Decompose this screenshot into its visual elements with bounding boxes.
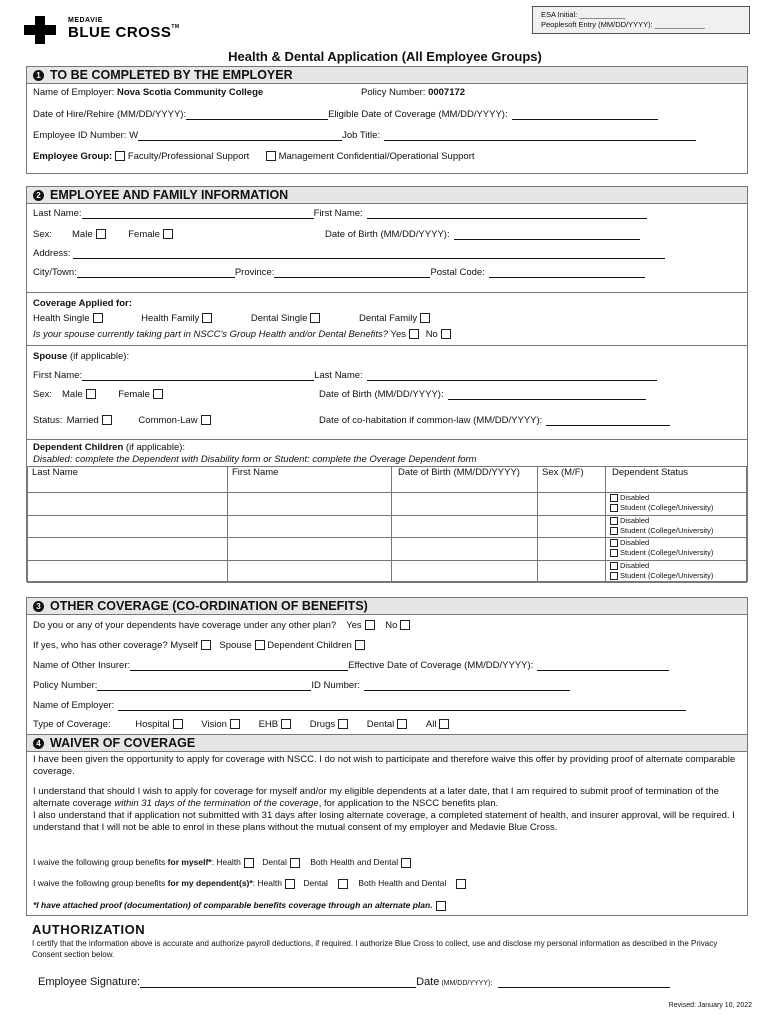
male-checkbox[interactable] — [96, 229, 106, 239]
table-row: Disabled Student (College/University) — [28, 493, 747, 516]
section-waiver — [26, 734, 748, 916]
blue-cross-logo-icon — [24, 16, 56, 44]
waive-dependent-row: I waive the following group benefits for my dependent(s)*: Health Dental Both Health and Dental — [33, 878, 466, 889]
employer-name-row: Name of Employer: Nova Scotia Community College — [33, 87, 264, 98]
authorization-title: AUTHORIZATION — [32, 922, 146, 937]
dependent-note: Disabled: complete the Dependent with Disability form or Student: complete the Overage Dependent form — [33, 454, 477, 465]
logo-blue-cross: BLUE CROSS™ — [68, 24, 180, 41]
spouse-sex-row: Sex: Male Female — [33, 389, 163, 400]
eligible-date-field[interactable] — [512, 110, 658, 120]
status-row: Status: Married Common-Law — [33, 415, 211, 426]
faculty-checkbox[interactable] — [115, 151, 125, 161]
employee-group-row: Employee Group: Faculty/Professional Support Management Confidential/Operational Support — [33, 151, 475, 162]
dental-family-checkbox[interactable] — [420, 313, 430, 323]
other-employer-field[interactable] — [118, 701, 686, 711]
spouse-yes-checkbox[interactable] — [409, 329, 419, 339]
section-employee-family — [26, 186, 748, 582]
dependent-children-checkbox[interactable] — [355, 640, 365, 650]
employee-id-row: Employee ID Number: W Job Title: — [33, 130, 696, 141]
spouse-name-row: First Name: Last Name: — [33, 370, 657, 381]
col-dob: Date of Birth (MM/DD/YYYY) — [392, 467, 538, 493]
date-field[interactable] — [498, 976, 670, 988]
employee-id-field[interactable] — [138, 131, 342, 141]
coverage-applied-title: Coverage Applied for: — [33, 298, 132, 309]
first-name-field[interactable] — [367, 209, 647, 219]
province-field[interactable] — [274, 268, 430, 278]
effective-date-field[interactable] — [537, 661, 669, 671]
name-row: Last Name: First Name: — [33, 208, 647, 219]
disabled-checkbox[interactable] — [610, 517, 618, 525]
policy-number-value: 0007172 — [428, 87, 466, 98]
waive-myself-row: I waive the following group benefits for myself*: Health Dental Both Health and Dental — [33, 857, 411, 868]
spouse-first-name-field[interactable] — [82, 371, 314, 381]
section-employer-heading: 1 TO BE COMPLETED BY THE EMPLOYER — [27, 67, 747, 84]
who-covered-row: If yes, who has other coverage? Myself Spouse Dependent Children — [33, 640, 365, 651]
hire-date-field[interactable] — [186, 110, 328, 120]
cohab-row: Date of co-habitation if common-law (MM/DD/YYYY): — [319, 415, 670, 426]
job-title-field[interactable] — [384, 131, 696, 141]
revised-date: Revised: January 10, 2022 — [668, 1002, 752, 1009]
city-field[interactable] — [77, 268, 235, 278]
section-other-coverage — [26, 597, 748, 734]
other-employer-row: Name of Employer: — [33, 700, 686, 711]
address-row: Address: — [33, 248, 665, 259]
waiver-paragraph-2: I understand that should I wish to apply for coverage for myself and/or my eligible dependents at a later date, that I am required to submit proof of termination of the alternate coverage within 31 days of the termination of the coverage, for application to the NSCC benefits plan. — [33, 786, 719, 809]
table-row: Disabled Student (College/University) — [28, 560, 747, 583]
proof-row: *I have attached proof (documentation) of comparable benefits coverage through an alternate plan. — [33, 900, 446, 911]
last-name-field[interactable] — [82, 209, 314, 219]
spouse-dob-field[interactable] — [448, 390, 646, 400]
drugs-checkbox[interactable] — [338, 719, 348, 729]
spouse-no-checkbox[interactable] — [441, 329, 451, 339]
insurer-field[interactable] — [130, 661, 348, 671]
waive-dependent-both-checkbox[interactable] — [456, 879, 466, 889]
section-employer — [26, 66, 748, 174]
waive-myself-both-checkbox[interactable] — [401, 858, 411, 868]
signature-field[interactable] — [140, 976, 416, 988]
waive-dependent-health-checkbox[interactable] — [285, 879, 295, 889]
other-policy-field[interactable] — [97, 681, 311, 691]
esa-box — [532, 6, 750, 34]
spouse-male-checkbox[interactable] — [86, 389, 96, 399]
student-checkbox[interactable] — [610, 527, 618, 535]
myself-checkbox[interactable] — [201, 640, 211, 650]
spouse-dob-row: Date of Birth (MM/DD/YYYY): — [319, 389, 646, 400]
table-row: Disabled Student (College/University) — [28, 538, 747, 561]
other-plan-no-checkbox[interactable] — [400, 620, 410, 630]
id-number-field[interactable] — [364, 681, 570, 691]
waiver-paragraph-3: I also understand that if application not submitted with 31 days after losing alternate coverage, a completed statement of health, and insurer approval, will be required. I understand that I will not be able to enrol in these plans without the mutual consent of my employer and Medavie Blue Cross. — [33, 810, 735, 833]
sex-row: Sex: Male Female — [33, 229, 173, 240]
waiver-paragraph-1: I have been given the opportunity to apply for coverage with NSCC. I do not wish to participate and therefore waive this offer by providing proof of alternate comparable coverage. — [33, 754, 736, 777]
student-checkbox[interactable] — [610, 504, 618, 512]
other-plan-row: Do you or any of your dependents have coverage under any other plan? Yes No — [33, 620, 410, 631]
waive-dependent-dental-checkbox[interactable] — [338, 879, 348, 889]
section-employee-heading: 2 EMPLOYEE AND FAMILY INFORMATION — [27, 187, 747, 204]
esa-initial[interactable]: ESA Initial: ___________ — [541, 10, 626, 19]
dob-field[interactable] — [454, 230, 640, 240]
col-first-name: First Name — [228, 467, 392, 493]
health-single-checkbox[interactable] — [93, 313, 103, 323]
hire-date-row: Date of Hire/Rehire (MM/DD/YYYY): Eligible Date of Coverage (MM/DD/YYYY): — [33, 109, 658, 120]
col-last-name: Last Name — [28, 467, 228, 493]
dob-row: Date of Birth (MM/DD/YYYY): — [325, 229, 640, 240]
peoplesoft-entry[interactable]: Peoplesoft Entry (MM/DD/YYYY): ____________ — [541, 20, 705, 29]
female-checkbox[interactable] — [163, 229, 173, 239]
postal-code-field[interactable] — [489, 268, 645, 278]
policy-id-row: Policy Number: ID Number: — [33, 680, 570, 691]
signature-row: Employee Signature: Date (MM/DD/YYYY): — [38, 976, 670, 988]
student-checkbox[interactable] — [610, 572, 618, 580]
col-sex: Sex (M/F) — [538, 467, 606, 493]
waive-myself-dental-checkbox[interactable] — [290, 858, 300, 868]
dental-single-checkbox[interactable] — [310, 313, 320, 323]
section-waiver-heading: 4 WAIVER OF COVERAGE — [27, 735, 747, 752]
col-status: Dependent Status — [606, 467, 747, 493]
city-row: City/Town: Province: Postal Code: — [33, 267, 645, 278]
ehb-checkbox[interactable] — [281, 719, 291, 729]
dependents-table — [27, 466, 747, 583]
all-checkbox[interactable] — [439, 719, 449, 729]
policy-number-row: Policy Number: 0007172 — [361, 87, 466, 98]
type-coverage-row: Type of Coverage: Hospital Vision EHB Drugs Dental All — [33, 719, 449, 730]
disabled-checkbox[interactable] — [610, 539, 618, 547]
employer-name-value: Nova Scotia Community College — [116, 87, 264, 98]
address-field[interactable] — [73, 249, 665, 259]
logo-medavie: MEDAVIE — [68, 17, 103, 24]
disabled-checkbox[interactable] — [610, 562, 618, 570]
health-family-checkbox[interactable] — [202, 313, 212, 323]
page-title: Health & Dental Application (All Employee Groups) — [228, 49, 542, 64]
table-header — [28, 467, 747, 493]
cohab-date-field[interactable] — [546, 416, 670, 426]
common-law-checkbox[interactable] — [201, 415, 211, 425]
spouse-last-name-field[interactable] — [367, 371, 657, 381]
coverage-applied-row: Health Single Health Family Dental Single Dental Family — [33, 313, 430, 324]
dependent-title: Dependent Children (if applicable): — [33, 442, 186, 453]
married-checkbox[interactable] — [102, 415, 112, 425]
section-other-coverage-heading: 3 OTHER COVERAGE (CO-ORDINATION OF BENEFITS) — [27, 598, 747, 615]
spouse-female-checkbox[interactable] — [153, 389, 163, 399]
disabled-checkbox[interactable] — [610, 494, 618, 502]
proof-attached-checkbox[interactable] — [436, 901, 446, 911]
waive-myself-health-checkbox[interactable] — [244, 858, 254, 868]
insurer-row: Name of Other Insurer: Effective Date of Coverage (MM/DD/YYYY): — [33, 660, 669, 671]
hospital-checkbox[interactable] — [173, 719, 183, 729]
vision-checkbox[interactable] — [230, 719, 240, 729]
dental-checkbox[interactable] — [397, 719, 407, 729]
table-row: Disabled Student (College/University) — [28, 515, 747, 538]
management-checkbox[interactable] — [266, 151, 276, 161]
authorization-text: I certify that the information above is accurate and authorize payroll deductions, if required. I authorize Blue Cross to collect, use and disclose my personal information as described in the Privacy Consent section below. — [32, 939, 718, 959]
student-checkbox[interactable] — [610, 549, 618, 557]
other-plan-yes-checkbox[interactable] — [365, 620, 375, 630]
spouse-title: Spouse (if applicable): — [33, 351, 130, 362]
spouse-checkbox[interactable] — [255, 640, 265, 650]
spouse-question-row: Is your spouse currently taking part in NSCC's Group Health and/or Dental Benefits? Yes No — [33, 329, 451, 340]
